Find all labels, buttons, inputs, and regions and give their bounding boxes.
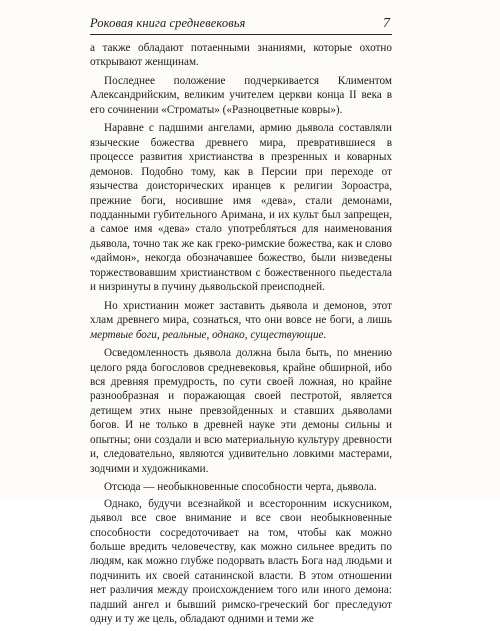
paragraph-5: Осведомленность дьявола должна была быть, по мнению целого ряда богословов средневековья, крайне обширной, ибо вся древняя премудрость, по сути своей ложная, но крайне разнообразная и поражающая своей пестротой, является детищем этих ныне превзойденных и ставших дьяволами богов. И не только в древней науке эти демоны сильны и опытны; они создали и всю материальную культуру древности и, следовательно, являются удивительно ловкими мастерами, зодчими и художниками. [90, 347, 392, 475]
paragraph-4-text: Но христианин может заставить дьявола и демонов, этот хлам древнего мира, сознаться, что они вовсе не боги, а лишь [90, 299, 392, 327]
page-number: 7 [383, 16, 390, 31]
paragraph-4-italic: мертвые боги, реальные, однако, существующие. [90, 328, 327, 341]
paragraph-2: Последнее положение подчеркивается Климентом Александрийским, великим учителем церкви конца II века в его сочинении «Строматы» («Разноцветные ковры»). [90, 74, 392, 116]
body-text [90, 41, 392, 631]
paragraph-6: Отсюда — необыкновенные способности черта, дьявола. [104, 481, 377, 494]
paragraph-3: Наравне с падшими ангелами, армию дьявола составляли языческие божества древнего мира, превратившиеся в процессе развития христианства в презренных и коварных демонов. Подобно тому, как в Персии при переходе от язычества доисторических иранцев к религии Зороастра, прежние боги, носившие имя «дева», стали демонами, подданными губительного Аримана, и их культ был запрещен, а самое имя «дева» стало употребляться для наименования дьявола, точно так же как греко-римские божества, как и слово «даймон», некогда обозначавшее божество, были низведены торжествовавшим христианством с божественного пьедестала и низринуты в пучину дьявольской преисподней. [90, 122, 392, 294]
paragraph-4 [90, 299, 392, 342]
paragraph-7: Однако, будучи всезнайкой и всесторонним искусником, дьявол все свое внимание и все свои необыкновенные способности сосредоточивает на том, чтобы как можно больше вредить человечеству, как можно сильнее вредить по людям, как можно глубже подорвать власть Бога над людьми и подчинить их своей сатанинской власти. В этом отношении нет различия между происхождением того или иного демона: падший ангел и бывший римско-греческий бог преследуют одну и ту же цель, обладают одними и теми же [90, 497, 392, 626]
running-header-title: Роковая книга средневековья [90, 16, 246, 30]
paragraph-1: а также обладают потаенными знаниями, которые охотно открывают женщинам. [90, 42, 392, 69]
running-header [90, 12, 392, 35]
